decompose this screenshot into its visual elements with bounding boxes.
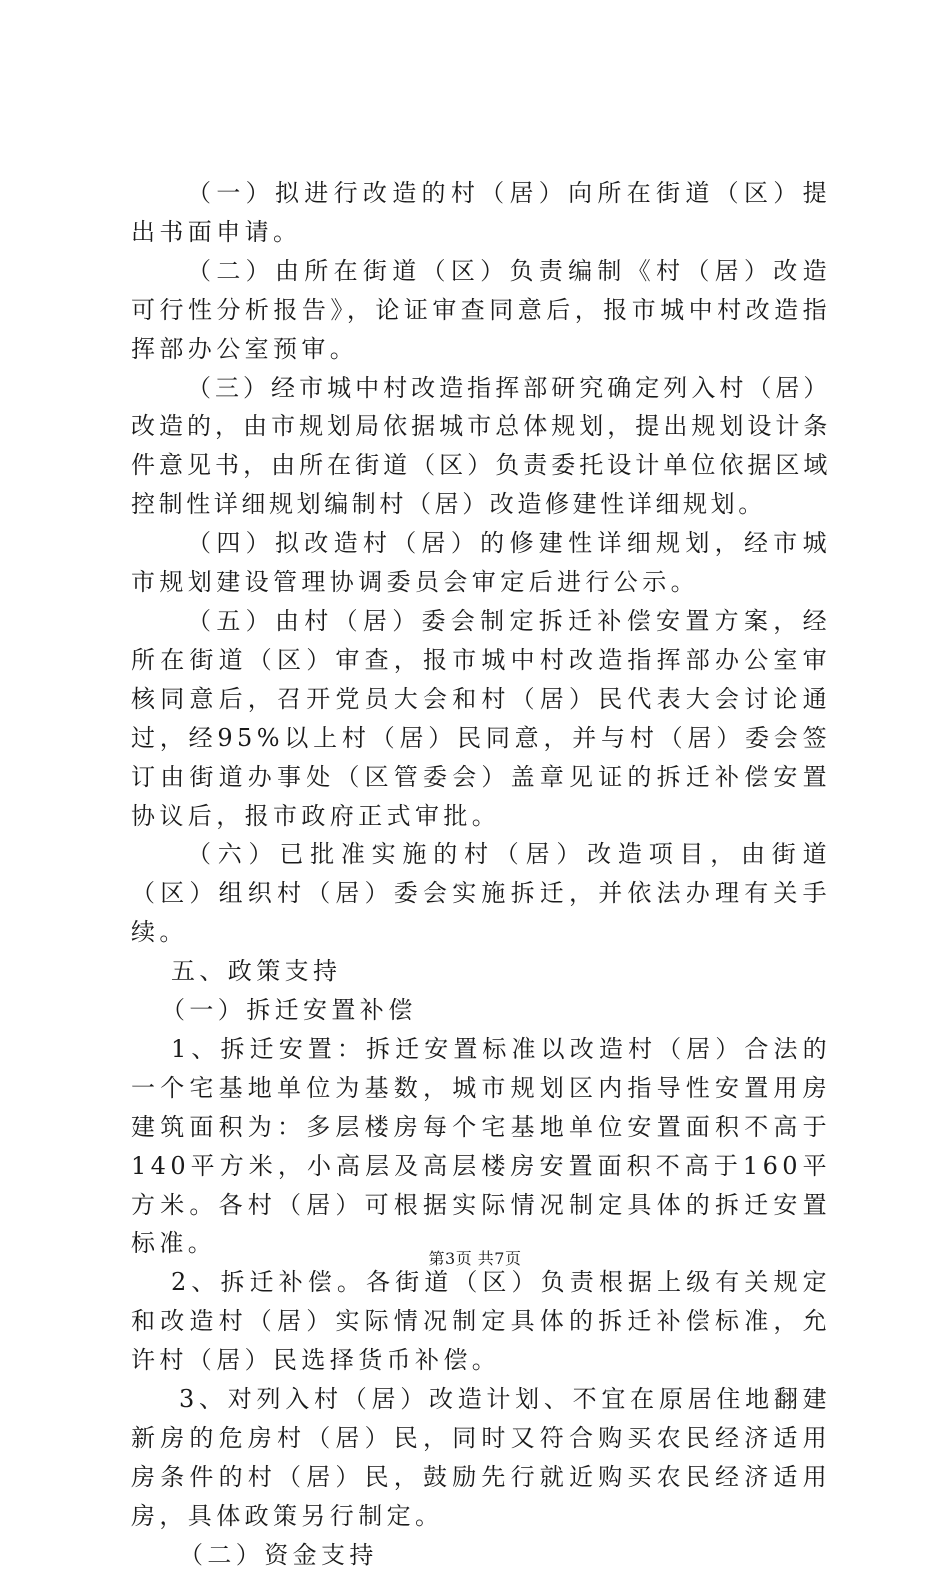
section-heading-policy-support: 五、政策支持 xyxy=(171,957,342,986)
paragraph-relocation-compensation: 2、拆迁补偿。各街道（区）负责根据上级有关规定和改造村（居）实际情况制定具体的拆迁补偿标准，允许村（居）民选择货币补偿。 xyxy=(131,1268,831,1375)
paragraph-step-5: （五）由村（居）委会制定拆迁补偿安置方案，经所在街道（区）审查，报市城中村改造指挥部办公室审核同意后，召开党员大会和村（居）民代表大会讨论通过，经95%以上村（居）民同意，并与村（居）委会签订由街道办事处（区管委会）盖章见证的拆迁补偿安置协议后，报市政府正式审批。 xyxy=(131,606,831,830)
subsection-heading-relocation: （一）拆迁安置补偿 xyxy=(161,996,417,1025)
subsection-heading-funding: （二）资金支持 xyxy=(179,1540,378,1569)
paragraph-step-2: （二）由所在街道（区）负责编制《村（居）改造可行性分析报告》，论证审查同意后，报市城中村改造指挥部办公室预审。 xyxy=(131,256,831,363)
document-body xyxy=(131,174,831,1575)
paragraph-affordable-housing: 3、对列入村（居）改造计划、不宜在原居住地翻建新房的危房村（居）民，同时又符合购买农民经济适用房条件的村（居）民，鼓励先行就近购买农民经济适用房，具体政策另行制定。 xyxy=(131,1385,831,1530)
paragraph-step-4: （四）拟改造村（居）的修建性详细规划，经市城市规划建设管理协调委员会审定后进行公示。 xyxy=(131,529,831,597)
paragraph-step-3: （三）经市城中村改造指挥部研究确定列入村（居）改造的，由市规划局依据城市总体规划，提出规划设计条件意见书，由所在街道（区）负责委托设计单位依据区域控制性详细规划编制村（居）改造修建性详细规划。 xyxy=(131,373,831,519)
paragraph-relocation-standard: 1、拆迁安置：拆迁安置标准以改造村（居）合法的一个宅基地单位为基数，城市规划区内指导性安置用房建筑面积为：多层楼房每个宅基地单位安置面积不高于140平方米，小高层及高层楼房安置面积不高于160平方米。各村（居）可根据实际情况制定具体的拆迁安置标准。 xyxy=(131,1034,831,1258)
paragraph-step-6: （六）已批准实施的村（居）改造项目，由街道（区）组织村（居）委会实施拆迁，并依法办理有关手续。 xyxy=(131,840,831,947)
page-number-footer: 第3页 共7页 xyxy=(428,1249,522,1268)
paragraph-step-1: （一）拟进行改造的村（居）向所在街道（区）提出书面申请。 xyxy=(131,179,831,246)
